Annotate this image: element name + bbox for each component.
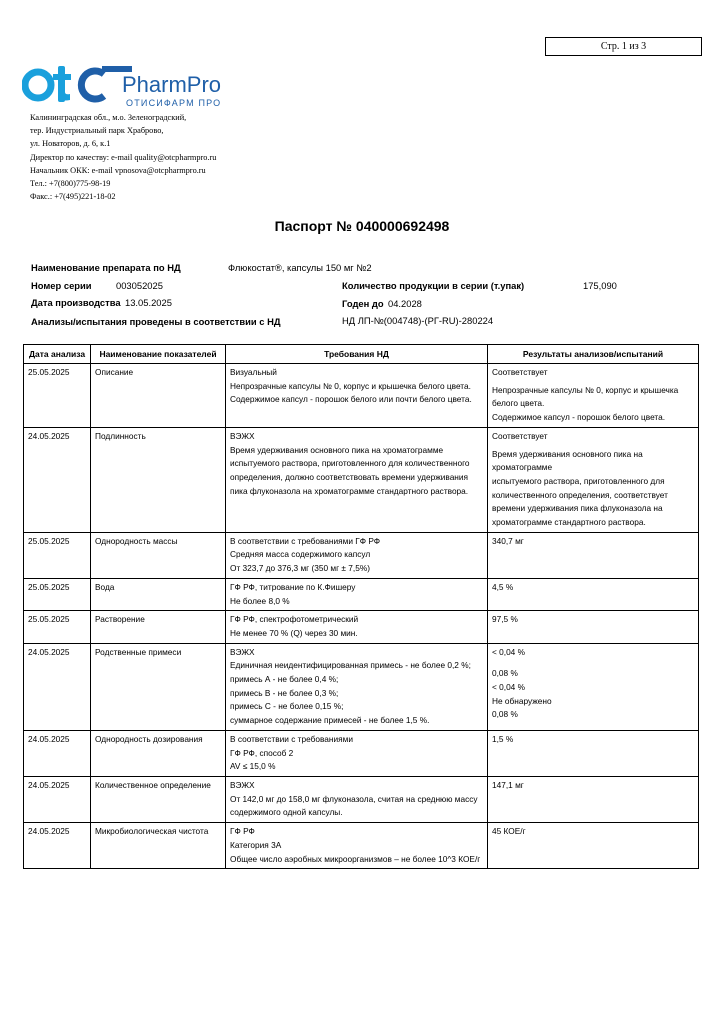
requirement-line: Категория 3А (230, 839, 282, 850)
analysis-standard-label: Анализы/испытания проведены в соответствии с НД (31, 316, 281, 327)
requirement-line: Не более 8,0 % (230, 595, 290, 606)
table-row (24, 532, 699, 578)
company-line: Калининградская обл., м.о. Зеленоградский, (30, 113, 187, 122)
requirement-line: ВЭЖХ (230, 646, 255, 657)
series-value: 003052025 (116, 280, 163, 291)
cell-date: 24.05.2025 (24, 823, 91, 869)
requirement-line: Содержимое капсул - порошок белого или почти белого цвета. (230, 394, 472, 405)
cell-date: 24.05.2025 (24, 427, 91, 532)
table-row (24, 364, 699, 428)
cell-indicator: Однородность массы (91, 532, 226, 578)
cell-indicator: Описание (91, 364, 226, 428)
table-row (24, 578, 699, 610)
header-indicator: Наименование показателей (91, 345, 226, 364)
result-line: испытуемого раствора, приготовленного для количественного определения, соответствует времени удерживания пика флуконазола на хроматограмме стандартного раствора. (492, 475, 668, 528)
requirement-line: Время удерживания основного пика на хроматограмме (230, 444, 444, 455)
quantity-value: 175,090 (583, 280, 617, 291)
analysis-table (23, 344, 699, 869)
header-results: Результаты анализов/испытаний (488, 345, 699, 364)
expiry-label: Годен до (342, 298, 384, 309)
result-line: 147,1 мг (492, 779, 524, 790)
drug-name-value: Флюкостат®, капсулы 150 мг №2 (228, 262, 372, 273)
cell-results (488, 427, 699, 532)
requirement-line: AV ≤ 15,0 % (230, 761, 276, 772)
cell-requirements (226, 823, 488, 869)
cell-results (488, 643, 699, 730)
requirement-line: ВЭЖХ (230, 779, 255, 790)
drug-name-label: Наименование препарата по НД (31, 262, 181, 273)
cell-indicator: Подлинность (91, 427, 226, 532)
cell-date: 25.05.2025 (24, 364, 91, 428)
cell-results (488, 823, 699, 869)
series-label: Номер серии (31, 280, 92, 291)
cell-requirements (226, 532, 488, 578)
table-header-row (24, 345, 699, 364)
logo-brand-sub: ОТИСИФАРМ ПРО (126, 98, 222, 108)
requirement-line: Средняя масса содержимого капсул (230, 549, 371, 560)
company-line: тер. Индустриальный парк Храброво, (30, 126, 164, 136)
table-row (24, 427, 699, 532)
requirement-line: В соответствии с требованиями ГФ РФ (230, 535, 381, 546)
requirement-line: ГФ РФ, титрование по К.Фишеру (230, 581, 356, 592)
company-line: Директор по качеству: e-mail quality@otcpharmpro.ru (30, 152, 217, 162)
expiry-value: 04.2028 (388, 298, 422, 309)
table-row (24, 823, 699, 869)
cell-requirements (226, 427, 488, 532)
cell-indicator: Родственные примеси (91, 643, 226, 730)
cell-requirements (226, 611, 488, 643)
company-line: Тел.: +7(800)775-98-19 (30, 179, 111, 189)
cell-date: 25.05.2025 (24, 578, 91, 610)
cell-indicator: Вода (91, 578, 226, 610)
requirement-line: примесь С - не более 0,15 %; (230, 701, 344, 712)
result-line: Соответствует (492, 430, 548, 441)
requirement-line: В соответствии с требованиями (230, 733, 353, 744)
requirement-line: ГФ РФ, способ 2 (230, 747, 294, 758)
cell-date: 24.05.2025 (24, 643, 91, 730)
cell-indicator: Растворение (91, 611, 226, 643)
passport-title: Паспорт № 040000692498 (274, 218, 450, 234)
production-date-value: 13.05.2025 (125, 297, 172, 308)
cell-indicator: Однородность дозирования (91, 730, 226, 776)
cell-results (488, 611, 699, 643)
cell-indicator: Количественное определение (91, 776, 226, 822)
requirement-line: Единичная неидентифицированная примесь - не более 0,2 %; (230, 660, 471, 671)
result-line: Соответствует (492, 367, 548, 377)
analysis-standard-value: НД ЛП-№(004748)-(РГ-RU)-280224 (342, 315, 494, 326)
cell-indicator: Микробиологическая чистота (91, 823, 226, 869)
result-line: 1,5 % (492, 733, 514, 744)
result-line: Содержимое капсул - порошок белого цвета. (492, 412, 666, 423)
cell-results (488, 730, 699, 776)
table-row (24, 643, 699, 730)
result-line: 45 КОЕ/г (492, 826, 526, 837)
result-line: < 0,04 % (492, 682, 525, 693)
company-logo (22, 60, 282, 112)
requirement-line: Общее число аэробных микроорганизмов – не более 10^3 КОЕ/г (230, 853, 481, 864)
result-line: 0,08 % (492, 709, 518, 720)
company-address (30, 111, 330, 203)
cell-date: 25.05.2025 (24, 532, 91, 578)
requirement-line: От 142,0 мг до 158,0 мг флуконазола, считая на среднюю массу содержимого одной капсулы. (230, 793, 478, 818)
cell-requirements (226, 643, 488, 730)
company-line: ул. Новаторов, д. 6, к.1 (30, 139, 111, 149)
header-date: Дата анализа (24, 345, 91, 364)
cell-date: 24.05.2025 (24, 776, 91, 822)
result-line: 4,5 % (492, 581, 514, 592)
requirement-line: От 323,7 до 376,3 мг (350 мг ± 7,5%) (230, 563, 370, 574)
cell-requirements (226, 578, 488, 610)
cell-requirements (226, 364, 488, 428)
requirement-line: примесь А - не более 0,4 %; (230, 674, 339, 685)
cell-date: 25.05.2025 (24, 611, 91, 643)
table-row (24, 776, 699, 822)
result-line: 97,5 % (492, 614, 518, 625)
requirement-line: ВЭЖХ (230, 430, 255, 441)
requirement-line: Не менее 70 % (Q) через 30 мин. (230, 627, 358, 638)
requirement-line: ГФ РФ (230, 826, 255, 837)
table-row (24, 611, 699, 643)
cell-results (488, 532, 699, 578)
cell-date: 24.05.2025 (24, 730, 91, 776)
requirement-line: Непрозрачные капсулы № 0, корпус и крышечка белого цвета. (230, 380, 471, 391)
requirement-line: Визуальный (230, 367, 277, 377)
company-line: Факс.: +7(495)221-18-02 (30, 192, 116, 202)
requirement-line: ГФ РФ, спектрофотометрический (230, 614, 359, 625)
requirement-line: суммарное содержание примесей - не более 1,5 %. (230, 715, 430, 726)
requirement-line: испытуемого раствора, приготовленного для количественного определения, должно соответствовать времени удерживания пика флуконазола на хроматограмме стандартного раствора. (230, 458, 470, 496)
cell-results (488, 364, 699, 428)
page-indicator: Стр. 1 из 3 (545, 37, 702, 56)
company-line: Начальник ОКК: e-mail vpnosova@otcpharmpro.ru (30, 165, 206, 175)
result-line: Непрозрачные капсулы № 0, корпус и крышечка белого цвета. (492, 384, 679, 409)
result-line: 0,08 % (492, 668, 518, 679)
result-line: < 0,04 % (492, 646, 525, 657)
production-date-label: Дата производства (31, 297, 121, 308)
result-line: Время удерживания основного пика на хроматограмме (492, 448, 643, 473)
result-line: Не обнаружено (492, 695, 552, 706)
table-row (24, 730, 699, 776)
requirement-line: примесь В - не более 0,3 %; (230, 687, 339, 698)
header-requirements: Требования НД (226, 345, 488, 364)
cell-requirements (226, 730, 488, 776)
cell-results (488, 776, 699, 822)
result-line: 340,7 мг (492, 535, 524, 546)
cell-results (488, 578, 699, 610)
cell-requirements (226, 776, 488, 822)
logo-brand-main: PharmPro (122, 72, 222, 97)
quantity-label: Количество продукции в серии (т.упак) (342, 280, 525, 291)
